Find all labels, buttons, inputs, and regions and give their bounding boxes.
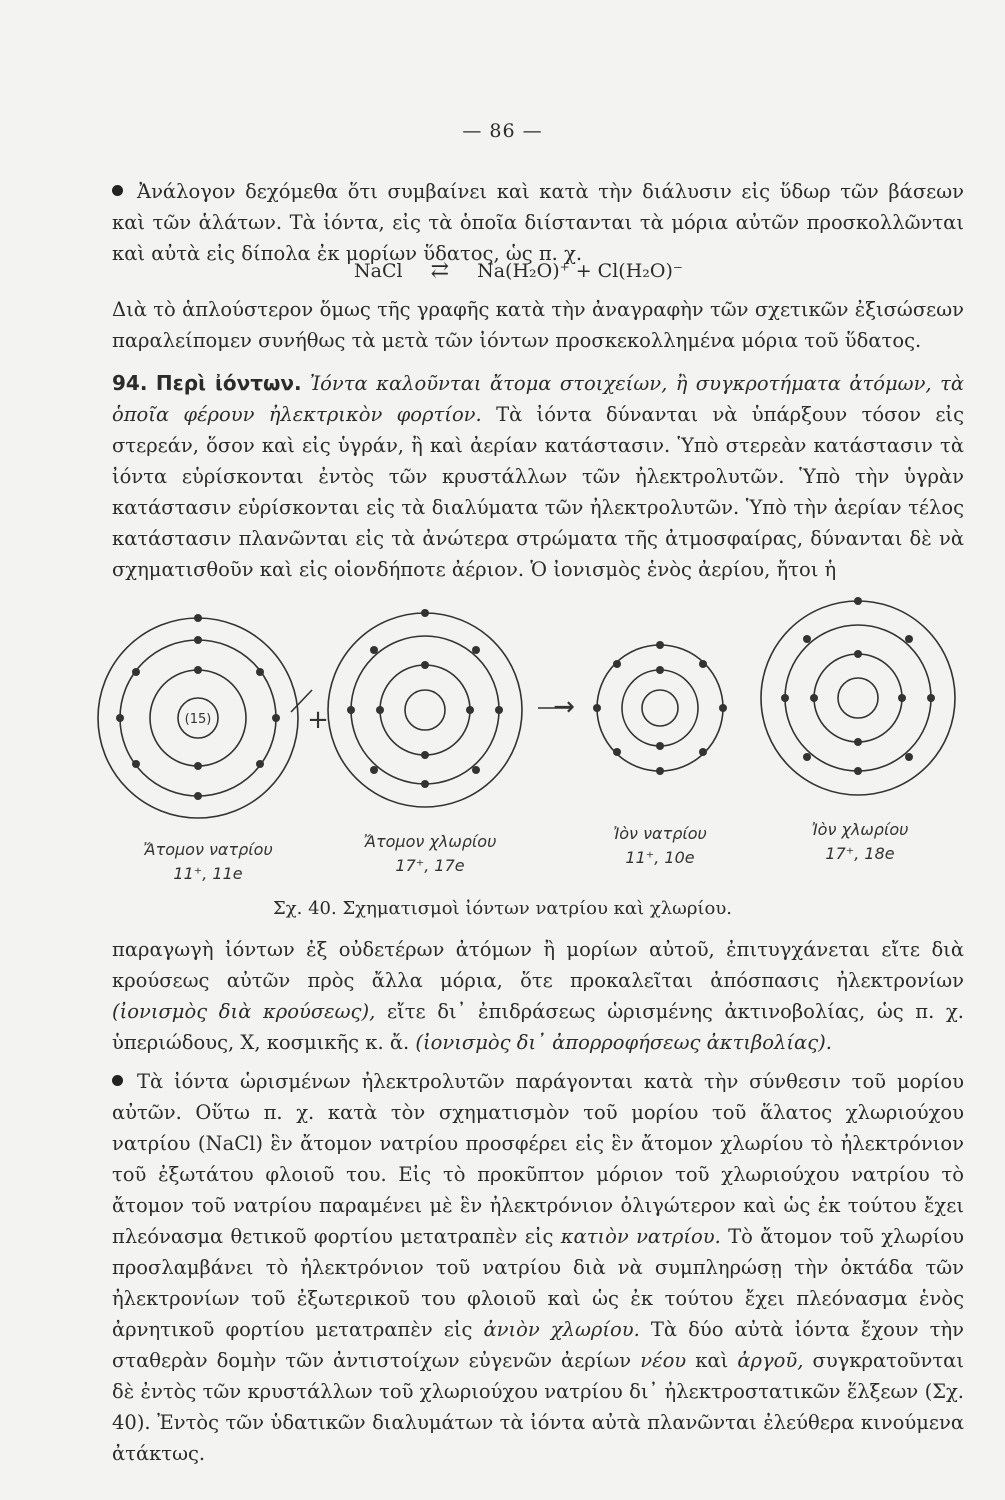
label-chlorine-atom: Ἄτομον χλωρίου 17⁺, 17e [363, 832, 497, 875]
section-number: 94. [112, 371, 148, 395]
term-neon: νέου [640, 1349, 687, 1372]
ionization-paragraph: παραγωγὴ ἰόντων ἐξ οὐδετέρων ἀτόμων ἢ μορίων αὐτοῦ, ἐπιτυγχάνεται εἴτε διὰ κρούσεως αὐτῶν πρὸς ἄλλα μόρια, ὅτε προκαλεῖται ἀπόσπασις ἠλεκτρονίων (ἰονισμὸς διὰ κρούσεως), εἴτε δι᾽ ἐπιδράσεως ὡρισμένης ἀκτινοβολίας, ὡς π. χ. ὑπεριώδους, Χ, κοσμικῆς κ. ἄ. (ἰονισμὸς δι᾽ ἀπορροφήσεως ἀκτιβολίας). [112, 938, 965, 1054]
term-sodium-cation: κατιὸν νατρίου. [560, 1225, 721, 1248]
section-94 [112, 368, 964, 585]
intro-paragraph [112, 176, 964, 269]
term-argon: ἀργοῦ, [737, 1349, 804, 1372]
label-sodium-ion: Ἰὸν νατρίου 11⁺, 10e [613, 824, 707, 867]
figure-caption: Σχ. 40. Σχηματισμοὶ ἰόντων νατρίου καὶ χλωρίου. [273, 898, 732, 919]
term-chloride-anion: ἀνιὸν χλωρίου. [483, 1318, 640, 1341]
label-sodium-atom: Ἄτομον νατρίου 11⁺, 11e [143, 840, 273, 883]
section-body: Τὰ ἰόντα δύνανται νὰ ὑπάρξουν τόσον εἰς στερεάν, ὅσον καὶ εἰς ὑγράν, ἢ καὶ ἀερίαν κατάστασιν. Ὑπὸ στερεὰν κατάστασιν τὰ ἰόντα εὑρίσκονται ἐντὸς τῶν κρυστάλλων τῶν ἠλεκτρολυτῶν. Ὑπὸ τὴν ὑγρὰν κατάστασιν εὑρίσκονται εἰς τὰ διαλύματα τῶν ἠλεκτρολυτῶν. Ὑπὸ τὴν ἀερίαν τέλος κατάστασιν πλανῶνται εἰς τὰ ἀνώτερα στρώματα τῆς ἀτμοσφαίρας, δύνανται δὲ νὰ σχηματισθοῦν καὶ εἰς οἱονδήποτε ἀέριον. Ὁ ἰονισμὸς ἑνὸς ἀερίου, ἤτοι ἡ [112, 403, 964, 581]
sodium-nucleus-label: (15) [184, 712, 212, 727]
equation-right: Na(H₂O)⁺ + Cl(H₂O)⁻ [477, 260, 683, 282]
page-number: — 86 — [462, 120, 543, 142]
reaction-arrow-icon: → [553, 692, 575, 722]
label-chloride-ion: Ἰὸν χλωρίου 17⁺, 18e [811, 820, 909, 863]
bullet-icon [112, 185, 123, 196]
note-paragraph: Διὰ τὸ ἁπλούστερον ὅμως τῆς γραφῆς κατὰ τὴν ἀναγραφὴν τῶν σχετικῶν ἐξισώσεων παραλείπομεν συνήθως τὰ μετὰ τῶν ἰόντων προσκεκολλημένα μόρια τοῦ ὕδατος. [112, 298, 964, 352]
chlorine-atom-model [328, 613, 522, 807]
equation [354, 258, 683, 283]
emphasis-collision: (ἰονισμὸς διὰ κρούσεως), [112, 1000, 376, 1023]
chloride-ion-model [761, 601, 955, 795]
bullet-icon [112, 1075, 123, 1086]
section-title: Περὶ ἰόντων. [155, 371, 302, 395]
ion-definition: Ἰόντα καλοῦνται ἄτομα στοιχείων, ἢ συγκροτήματα ἀτόμων, τὰ ὁποῖα φέρουν ἠλεκτρικὸν φορτίον. [112, 372, 965, 426]
equation-left: NaCl [354, 260, 403, 282]
equilibrium-arrows-icon: ⇄ [430, 258, 450, 283]
electrolyte-paragraph: Τὰ ἰόντα ὡρισμένων ἠλεκτρολυτῶν παράγονται κατὰ τὴν σύνθεσιν τοῦ μορίου αὐτῶν. Οὕτω π. χ. κατὰ τὸν σχηματισμὸν τοῦ μορίου τοῦ ἅλατος χλωριούχου νατρίου (NaCl) ἓν ἄτομον νατρίου προσφέρει εἰς ἓν ἄτομον χλωρίου τὸ ἠλεκτρόνιον τοῦ ἐξωτάτου φλοιοῦ του. Εἰς τὸ προκῦπτον μόριον τοῦ χλωριούχου νατρίου τὸ ἄτομον τοῦ νατρίου παραμένει μὲ ἓν ἠλεκτρόνιον ὀλιγώτερον καὶ ὡς ἐκ τούτου ἔχει πλεόνασμα θετικοῦ φορτίου μετατραπὲν εἰς κατιὸν νατρίου. Τὸ ἄτομον τοῦ χλωρίου προσλαμβάνει τὸ ἠλεκτρόνιον τοῦ νατρίου διὰ νὰ συμπληρώσῃ τὴν ὀκτάδα τῶν ἠλεκτρονίων τοῦ ἐξωτερικοῦ του φλοιοῦ καὶ ὡς ἐκ τούτου ἔχει πλεόνασμα ἑνὸς ἀρνητικοῦ φορτίου μετατραπὲν εἰς ἀνιὸν χλωρίου. Τὰ δύο αὐτὰ ἰόντα ἔχουν τὴν σταθερὰν δομὴν τῶν ἀντιστοίχων εὐγενῶν ἀερίων νέου καὶ ἀργοῦ, συγκρατοῦνται δὲ ἐντὸς τῶν κρυστάλλων τοῦ χλωριούχου νατρίου δι᾽ ἠλεκτροστατικῶν ἕλξεων (Σχ. 40). Ἐντὸς τῶν ὑδατικῶν διαλυμάτων τὰ ἰόντα αὐτὰ πλανῶνται ἐλεύθερα κινούμενα ἀτάκτως. [112, 1070, 965, 1465]
plus-sign: + [307, 705, 329, 735]
emphasis-absorption: (ἰονισμὸς δι᾽ ἀπορροφήσεως ἀκτιβολίας). [415, 1031, 832, 1054]
intro-text: Ἀνάλογον δεχόμεθα ὅτι συμβαίνει καὶ κατὰ τὴν διάλυσιν εἰς ὕδωρ τῶν βάσεων καὶ τῶν ἁλάτων. Τὰ ἰόντα, εἰς τὰ ὁποῖα διίστανται τὰ μόρια αὐτῶν προσκολλῶνται καὶ αὐτὰ εἰς δίπολα ἐκ μορίων ὕδατος, ὡς π. χ. [112, 180, 964, 265]
